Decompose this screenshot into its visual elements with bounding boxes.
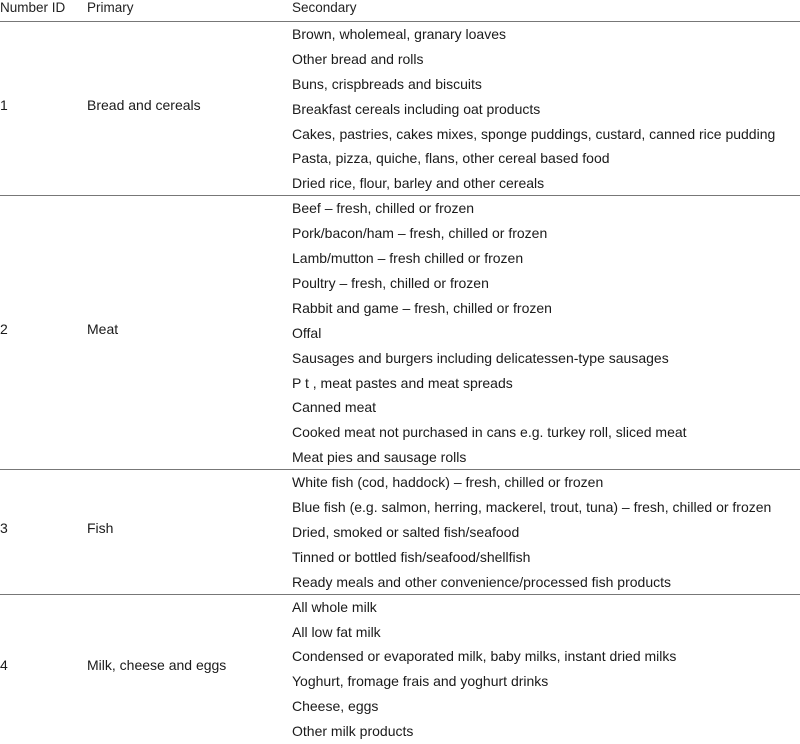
secondary-item: White fish (cod, haddock) – fresh, chilled or frozen <box>292 474 604 491</box>
secondary-list <box>292 470 771 594</box>
secondary-item: Buns, crispbreads and biscuits <box>292 75 482 92</box>
secondary-item: Condensed or evaporated milk, baby milks, instant dried milks <box>292 648 677 665</box>
secondary-list <box>292 22 775 196</box>
group-primary-category: Fish <box>87 520 114 537</box>
secondary-item: Cakes, pastries, cakes mixes, sponge puddings, custard, canned rice pudding <box>292 125 776 142</box>
secondary-item: All low fat milk <box>292 623 381 640</box>
secondary-item: Sausages and burgers including delicatessen-type sausages <box>292 349 669 366</box>
secondary-item: Breakfast cereals including oat products <box>292 100 541 117</box>
table-group <box>0 196 800 470</box>
group-number-id: 1 <box>0 97 8 114</box>
secondary-item: Other bread and rolls <box>292 50 424 67</box>
secondary-item: Meat pies and sausage rolls <box>292 449 467 466</box>
header-primary: Primary <box>87 0 134 15</box>
secondary-item: Canned meat <box>292 399 377 416</box>
secondary-item: Pork/bacon/ham – fresh, chilled or frozen <box>292 225 548 242</box>
secondary-list <box>292 196 687 470</box>
secondary-item: Cheese, eggs <box>292 698 379 715</box>
secondary-item: Pasta, pizza, quiche, flans, other cereal based food <box>292 150 610 167</box>
secondary-item: Lamb/mutton – fresh chilled or frozen <box>292 250 524 267</box>
group-number-id: 4 <box>0 657 8 674</box>
group-number-id: 2 <box>0 321 8 338</box>
header-number-id: Number ID <box>0 0 66 15</box>
table-group <box>0 22 800 196</box>
group-primary-category: Milk, cheese and eggs <box>87 657 227 674</box>
table-header <box>0 0 800 20</box>
table-group <box>0 470 800 595</box>
group-primary-category: Meat <box>87 321 119 338</box>
secondary-list <box>292 595 676 744</box>
secondary-item: Beef – fresh, chilled or frozen <box>292 200 475 217</box>
header-secondary: Secondary <box>292 0 357 15</box>
secondary-item: P t , meat pastes and meat spreads <box>292 374 513 391</box>
group-primary-category: Bread and cereals <box>87 97 201 114</box>
secondary-item: Rabbit and game – fresh, chilled or frozen <box>292 299 552 316</box>
group-number-id: 3 <box>0 520 8 537</box>
secondary-item: Tinned or bottled fish/seafood/shellfish <box>292 548 531 565</box>
secondary-item: Yoghurt, fromage frais and yoghurt drinks <box>292 673 549 690</box>
secondary-item: Ready meals and other convenience/processed fish products <box>292 573 671 590</box>
secondary-item: Dried rice, flour, barley and other cereals <box>292 175 545 192</box>
secondary-item: Offal <box>292 324 322 341</box>
secondary-item: Dried, smoked or salted fish/seafood <box>292 523 520 540</box>
secondary-item: All whole milk <box>292 598 377 615</box>
secondary-item: Blue fish (e.g. salmon, herring, mackerel, trout, tuna) – fresh, chilled or frozen <box>292 499 772 516</box>
secondary-item: Poultry – fresh, chilled or frozen <box>292 274 489 291</box>
secondary-item: Brown, wholemeal, granary loaves <box>292 26 506 42</box>
secondary-item: Cooked meat not purchased in cans e.g. turkey roll, sliced meat <box>292 424 687 441</box>
table-group <box>0 595 800 744</box>
secondary-item: Other milk products <box>292 723 414 740</box>
